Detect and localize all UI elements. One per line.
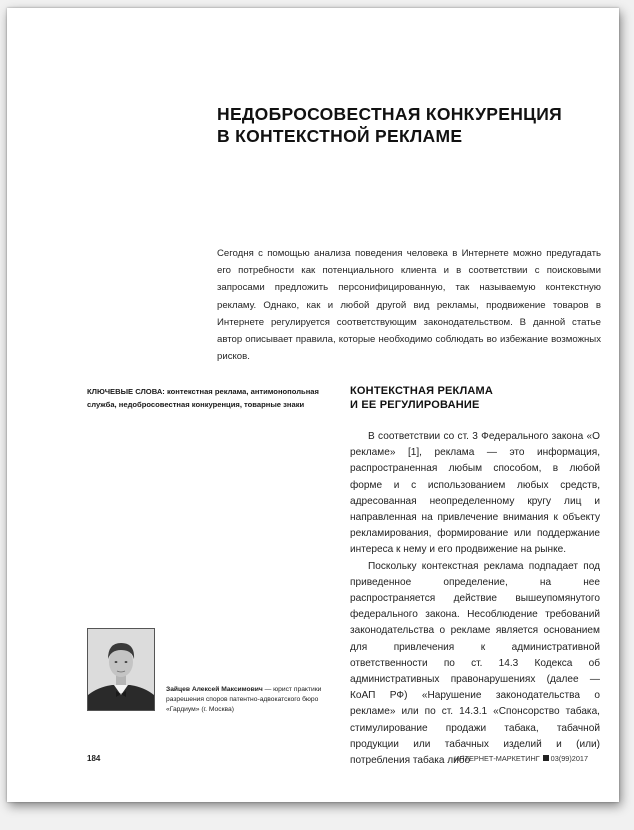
section-title — [350, 384, 600, 412]
article-title — [217, 103, 577, 147]
section-title-line-2: И ЕЕ РЕГУЛИРОВАНИЕ — [350, 399, 480, 411]
article-title-line-1: НЕДОБРОСОВЕСТНАЯ КОНКУРЕНЦИЯ — [217, 104, 563, 124]
article-title-line-2: В КОНТЕКСТНОЙ РЕКЛАМЕ — [217, 126, 463, 146]
author-portrait-icon — [88, 629, 154, 710]
body-paragraph-2: Поскольку контекстная реклама подпадает под приведенное определение, на нее распространяется действие вышеупомянутого федерального закона. Несоблюдение требований законодательства о рекламе является основанием для привлечения к административной ответственности по ст. 14.3 Кодекса об административных правонарушениях (далее — КоАП РФ) «Нарушение законодательства о рекламе» или по ст. 14.3.1 «Спонсорство табака, стимулирование продажи табака, табачной продукции или табачных изделий и (или) потребления табака либо — [350, 560, 600, 767]
author-info — [166, 685, 336, 716]
author-photo — [87, 628, 155, 711]
square-separator-icon — [543, 755, 549, 761]
journal-footer — [454, 754, 588, 763]
author-description: — юрист практики разрешения споров патентно-адвокатского бюро «Гардиум» (г. Москва) — [166, 686, 322, 714]
keywords-text: контекстная реклама, антимонопольная служба, недобросовестная конкуренция, товарные знаки — [87, 387, 319, 409]
keywords-block — [87, 386, 332, 411]
article-lead: Сегодня с помощью анализа поведения человека в Интернете можно предугадать его потребности как потенциального клиента и в соответствии с поисковыми запросами предложить персонифицированную, так называемую контекстную рекламу. Однако, как и любой другой вид рекламы, продвижение товаров в Интернете регулируется соответствующим законодательством. В данной статье автор описывает правила, которые необходимо соблюдать во избежание возможных рисков. — [217, 248, 601, 363]
keywords-label: КЛЮЧЕВЫЕ СЛОВА: — [87, 387, 165, 396]
page-number: 184 — [87, 754, 101, 763]
section-title-line-1: КОНТЕКСТНАЯ РЕКЛАМА — [350, 385, 494, 397]
body-paragraph-1: В соответствии со ст. 3 Федерального закона «О рекламе» [1], реклама — это информация, распространенная любым способом, в любой форме и с использованием любых средств, адресованная неопределенному кругу лиц и направленная на привлечение внимания к объекту рекламирования, формирование или поддержание интереса к нему и его продвижение на рынке. — [350, 431, 600, 556]
body-column — [350, 429, 600, 769]
journal-page — [7, 8, 619, 802]
journal-issue: 03(99)2017 — [550, 754, 588, 763]
author-name: Зайцев Алексей Максимович — [166, 686, 263, 693]
journal-name: ИНТЕРНЕТ-МАРКЕТИНГ — [454, 754, 540, 763]
